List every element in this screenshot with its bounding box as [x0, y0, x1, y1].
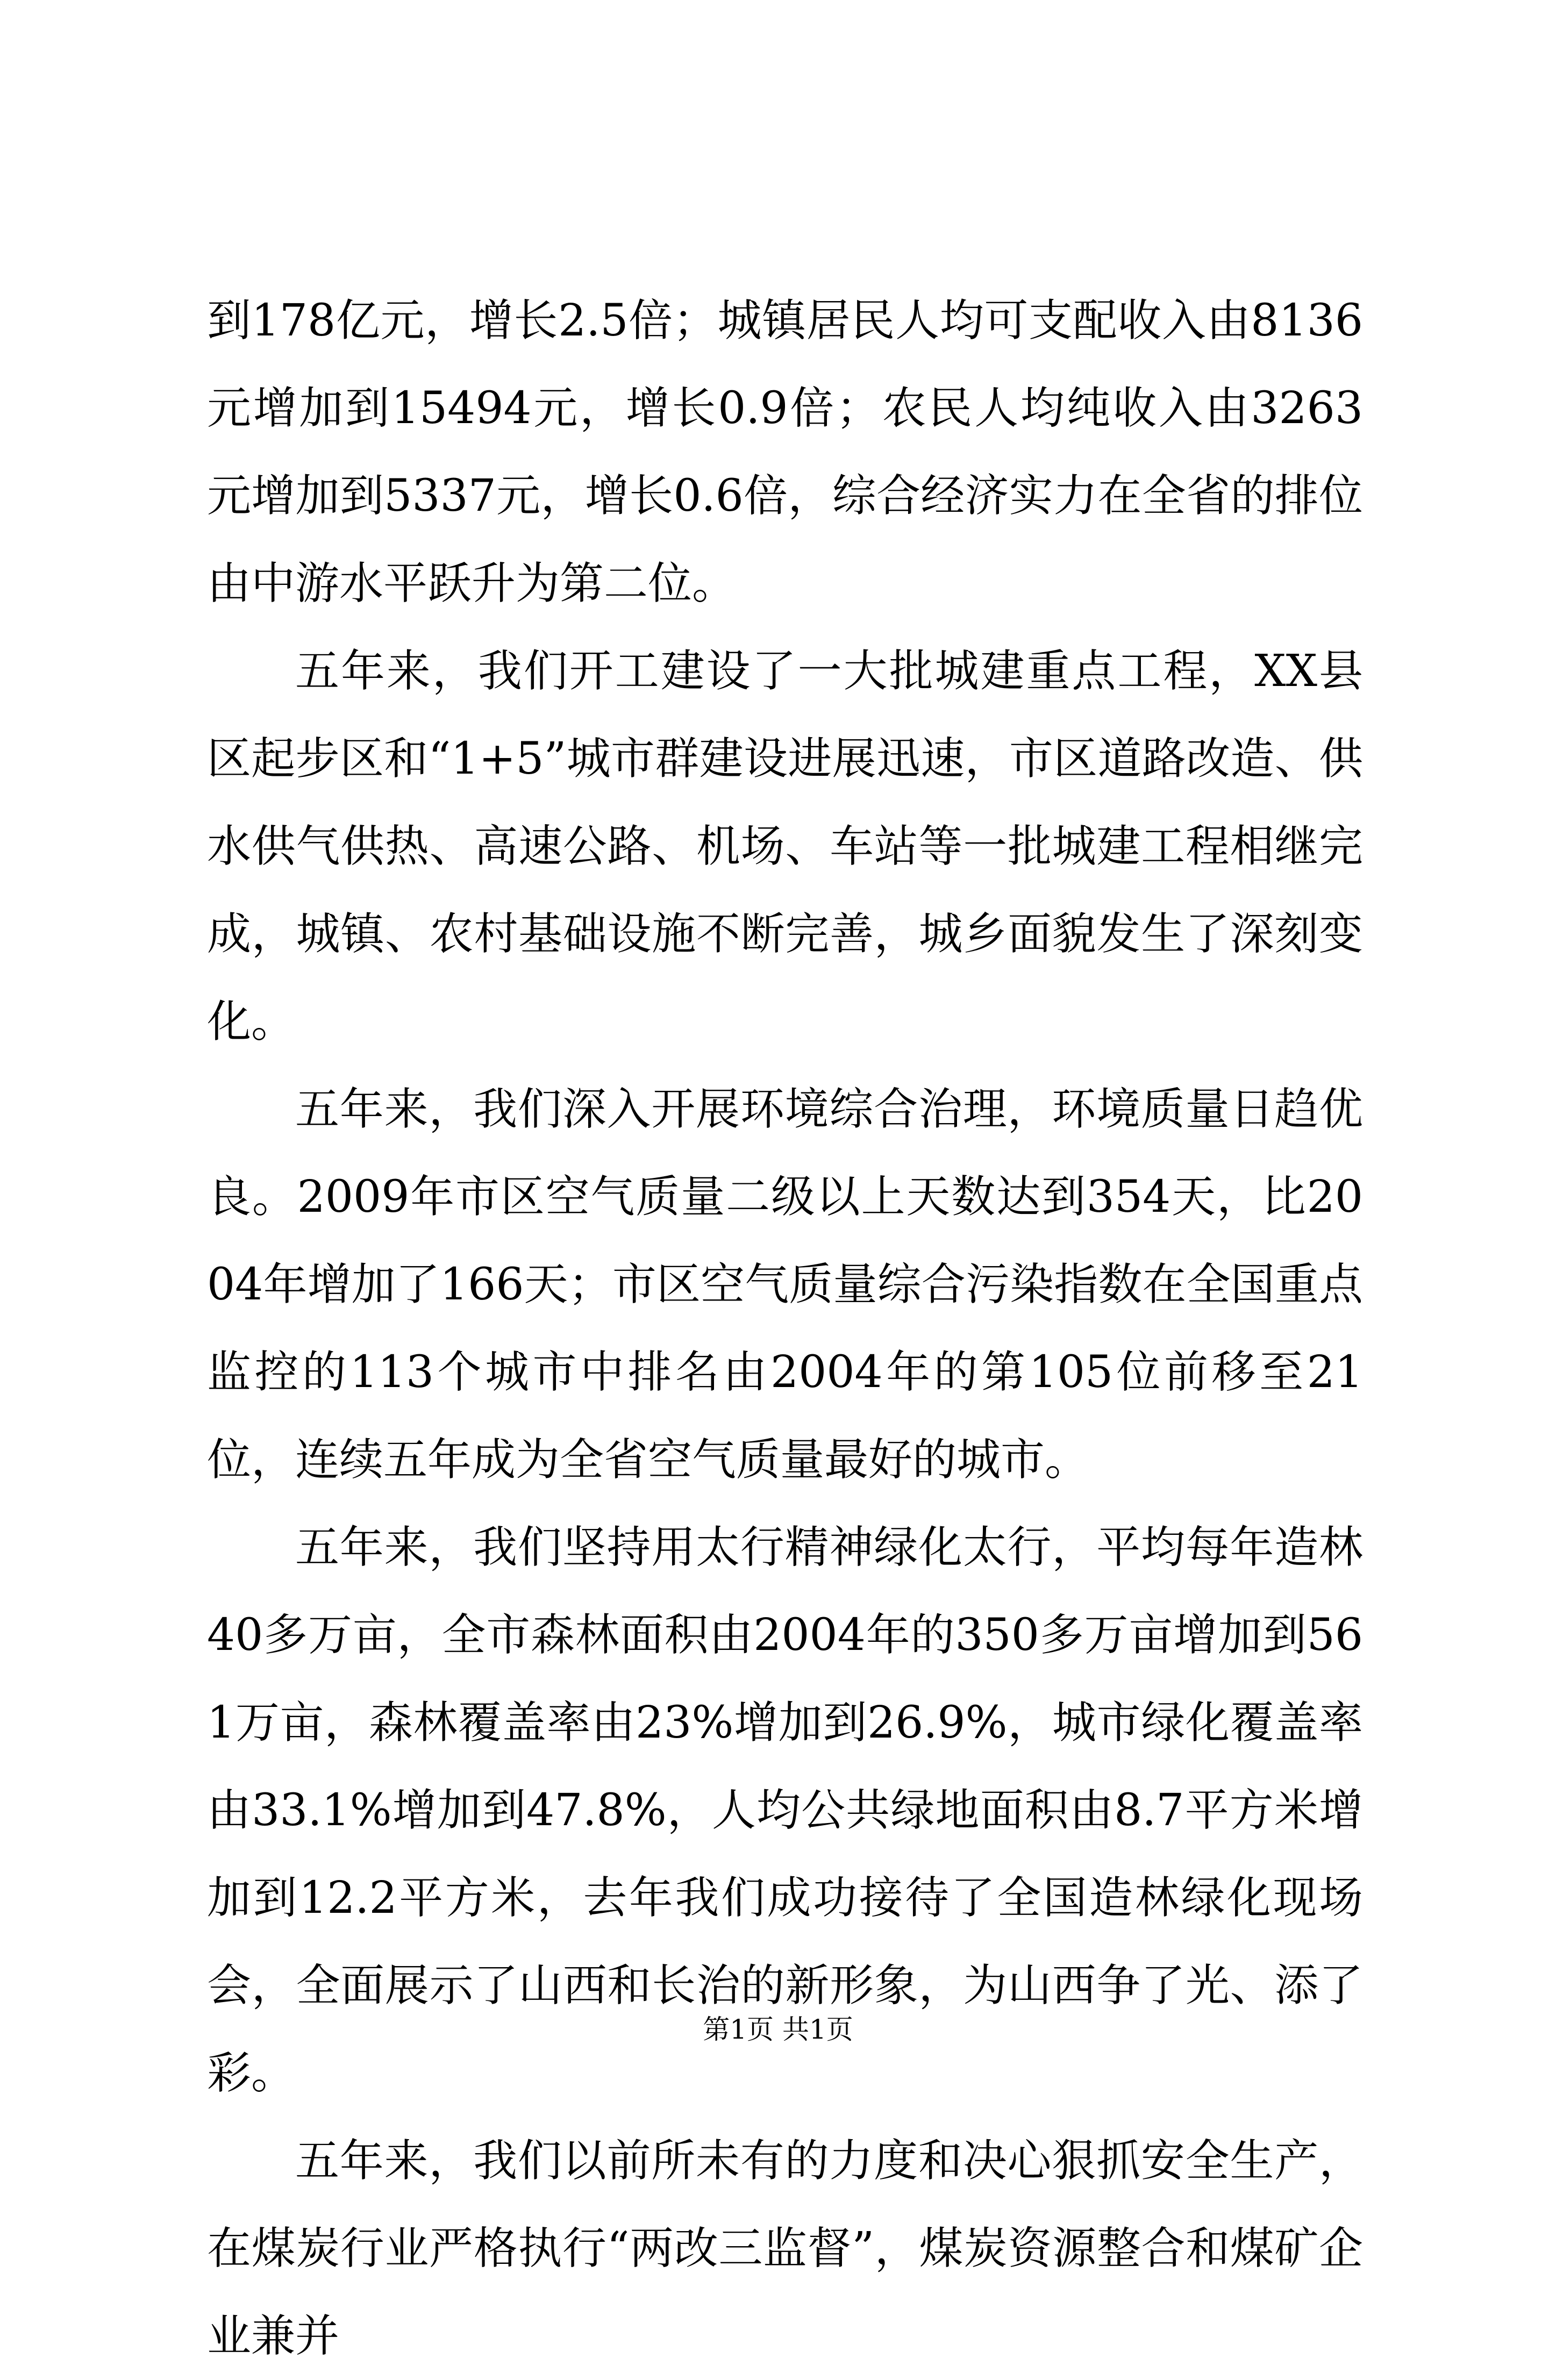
- document-body: [207, 277, 1363, 2380]
- paragraph-continuation: 到178亿元，增长2.5倍；城镇居民人均可支配收入由8136元增加到15494元，增长0.9倍；农民人均纯收入由3263元增加到5337元，增长0.6倍，综合经济实力在全省的排位由中游水平跃升为第二位。: [207, 295, 1363, 609]
- page-footer: 第1页 共1页: [703, 2014, 853, 2045]
- paragraph-greening: 五年来，我们坚持用太行精神绿化太行，平均每年造林40多万亩，全市森林面积由2004年的350多万亩增加到561万亩，森林覆盖率由23%增加到26.9%，城市绿化覆盖率由33.1%增加到47.8%，人均公共绿地面积由8.7平方米增加到12.2平方米，去年我们成功接待了全国造林绿化现场会，全面展示了山西和长治的新形象，为山西争了光、添了彩。: [207, 1522, 1363, 2099]
- paragraph-urban-construction: 五年来，我们开工建设了一大批城建重点工程，XX县区起步区和“1+5”城市群建设进展迅速，市区道路改造、供水供气供热、高速公路、机场、车站等一批城建工程相继完成，城镇、农村基础设施不断完善，城乡面貌发生了深刻变化。: [207, 646, 1363, 1047]
- paragraph-safety: 五年来，我们以前所未有的力度和决心狠抓安全生产，在煤炭行业严格执行“两改三监督”，煤炭资源整合和煤矿企业兼并: [207, 2135, 1363, 2362]
- paragraph-environment: 五年来，我们深入开展环境综合治理，环境质量日趋优良。2009年市区空气质量二级以上天数达到354天，比2004年增加了166天；市区空气质量综合污染指数在全国重点监控的113个城市中排名由2004年的第105位前移至21位，连续五年成为全省空气质量最好的城市。: [207, 1084, 1363, 1485]
